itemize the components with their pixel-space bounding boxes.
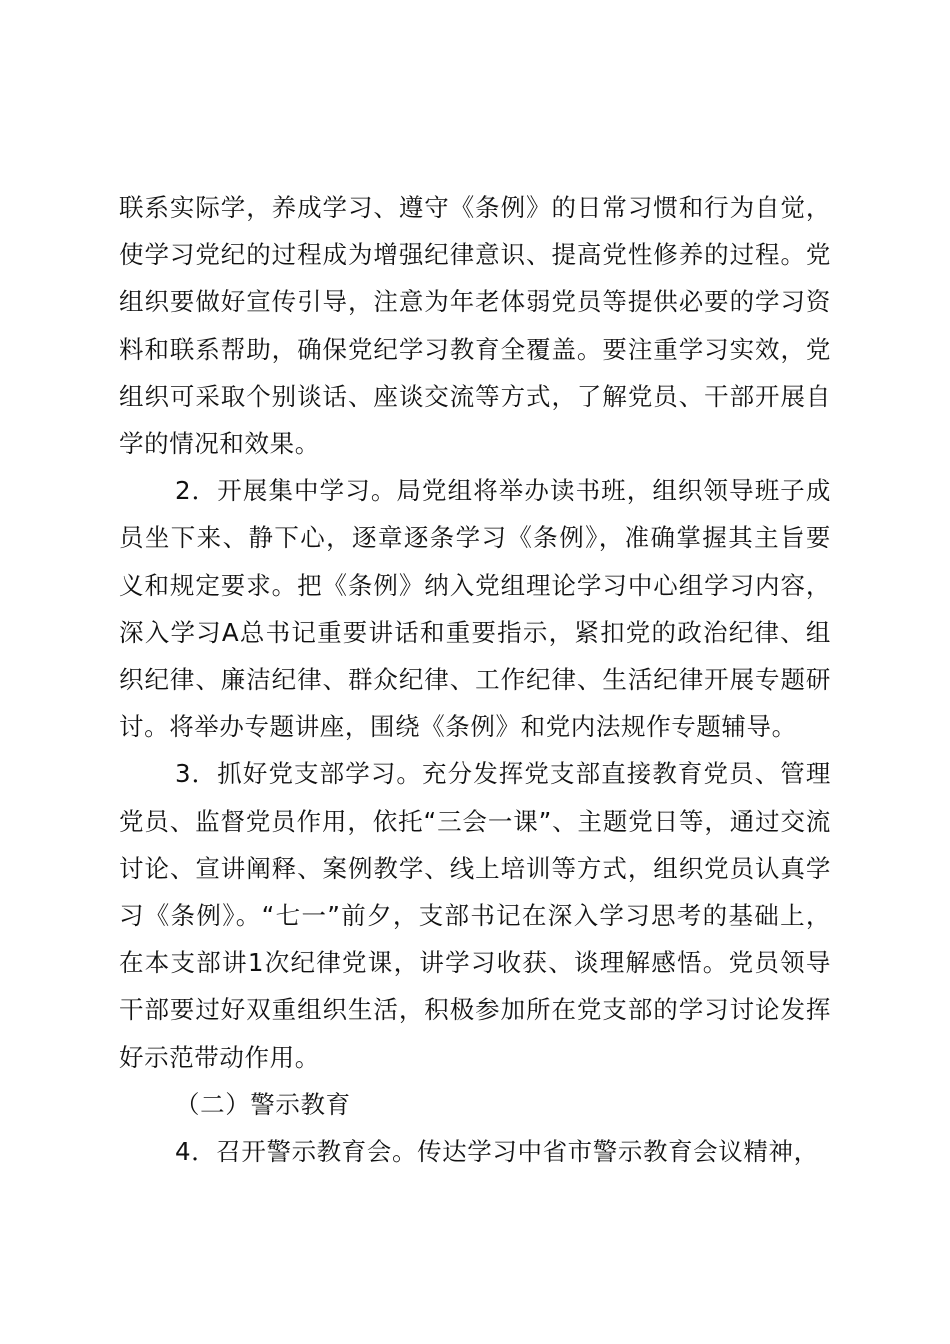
section-heading-warning-education: （二）警示教育 <box>175 1089 351 1119</box>
paragraph-item-4-warning-meeting: 4．召开警示教育会。传达学习中省市警示教育会议精神， <box>175 1137 819 1167</box>
paragraph-item-3-branch-study: 3．抓好党支部学习。充分发挥党支部直接教育党员、管理党员、监督党员作用，依托“三会一课”、主题党日等，通过交流讨论、宣讲阐释、案例教学、线上培训等方式，组织党员认真学习《条例》。“七一”前夕，支部书记在深入学习思考的基础上，在本支部讲1次纪律党课，讲学习收获、谈理解感悟。党员领导干部要过好双重组织生活，积极参加所在党支部的学习讨论发挥好示范带动作用。 <box>119 759 831 1072</box>
document-body <box>119 184 831 1175</box>
paragraph-item-2-centralized-study: 2．开展集中学习。局党组将举办读书班，组织领导班子成员坐下来、静下心，逐章逐条学习《条例》，准确掌握其主旨要义和规定要求。把《条例》纳入党组理论学习中心组学习内容，深入学习A总书记重要讲话和重要指示，紧扣党的政治纪律、组织纪律、廉洁纪律、群众纪律、工作纪律、生活纪律开展专题研讨。将举办专题讲座，围绕《条例》和党内法规作专题辅导。 <box>119 476 831 742</box>
paragraph-self-study-continued: 联系实际学，养成学习、遵守《条例》的日常习惯和行为自觉，使学习党纪的过程成为增强纪律意识、提高党性修养的过程。党组织要做好宣传引导，注意为年老体弱党员等提供必要的学习资料和联系帮助，确保党纪学习教育全覆盖。要注重学习实效，党组织可采取个别谈话、座谈交流等方式，了解党员、干部开展自学的情况和效果。 <box>119 193 831 459</box>
